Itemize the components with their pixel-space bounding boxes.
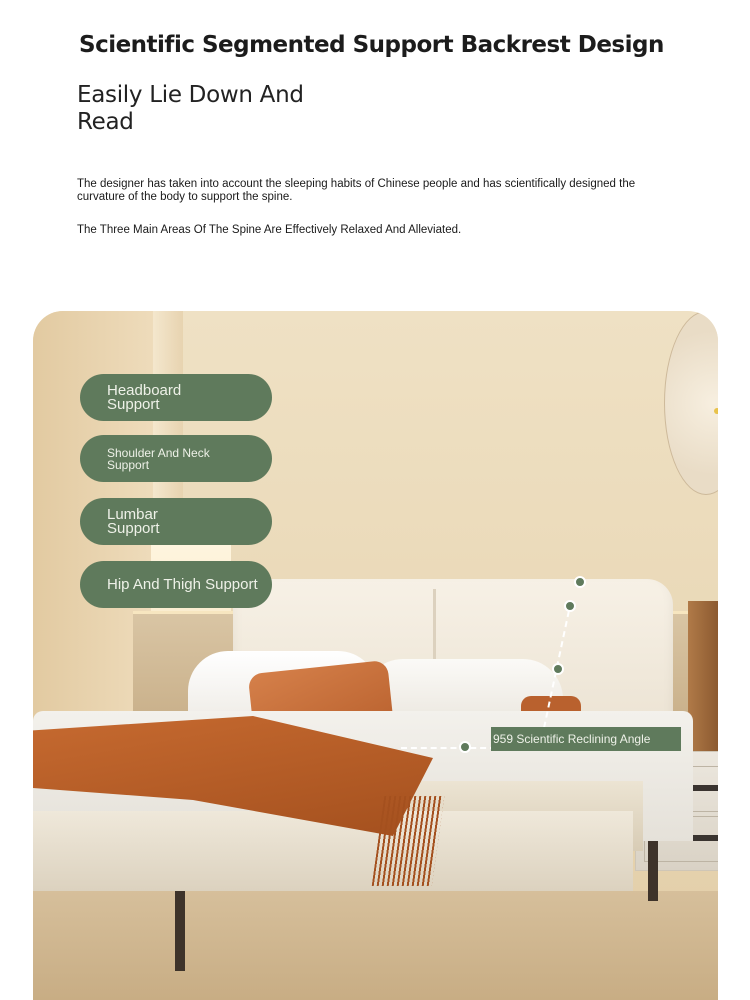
support-point-marker [459,741,471,753]
support-point-marker [574,576,586,588]
wood-floor [33,891,718,1000]
label-shoulder-neck-text: Shoulder And Neck Support [107,445,210,472]
lamp-light [714,408,718,414]
page-title: Scientific Segmented Support Backrest Design [79,32,664,58]
angle-line [401,747,496,749]
wall-lamp [664,311,718,495]
bed-product-photo [33,311,718,1000]
description-paragraph-2: The Three Main Areas Of The Spine Are Effectively Relaxed And Alleviated. [77,224,462,236]
support-point-marker [564,600,576,612]
label-hip-thigh-text: Hip And Thigh Support [107,576,258,593]
label-lumbar-support [80,498,272,545]
bed-leg [175,891,185,971]
label-lumbar-text: Lumbar Support [107,505,160,537]
label-headboard-text: Headboard Support [107,381,182,413]
label-shoulder-neck-support [80,435,272,482]
subtitle: Easily Lie Down And Read [77,82,304,135]
description-paragraph-1: The designer has taken into account the sleeping habits of Chinese people and has scientifically designed the curvature of the body to support the spine. [77,178,636,203]
reclining-angle-label: 959 Scientific Reclining Angle [491,727,681,751]
support-point-marker [552,663,564,675]
label-hip-thigh-support [80,561,272,608]
bed-leg [648,841,658,901]
label-headboard-support [80,374,272,421]
blanket-fringe [372,796,445,886]
